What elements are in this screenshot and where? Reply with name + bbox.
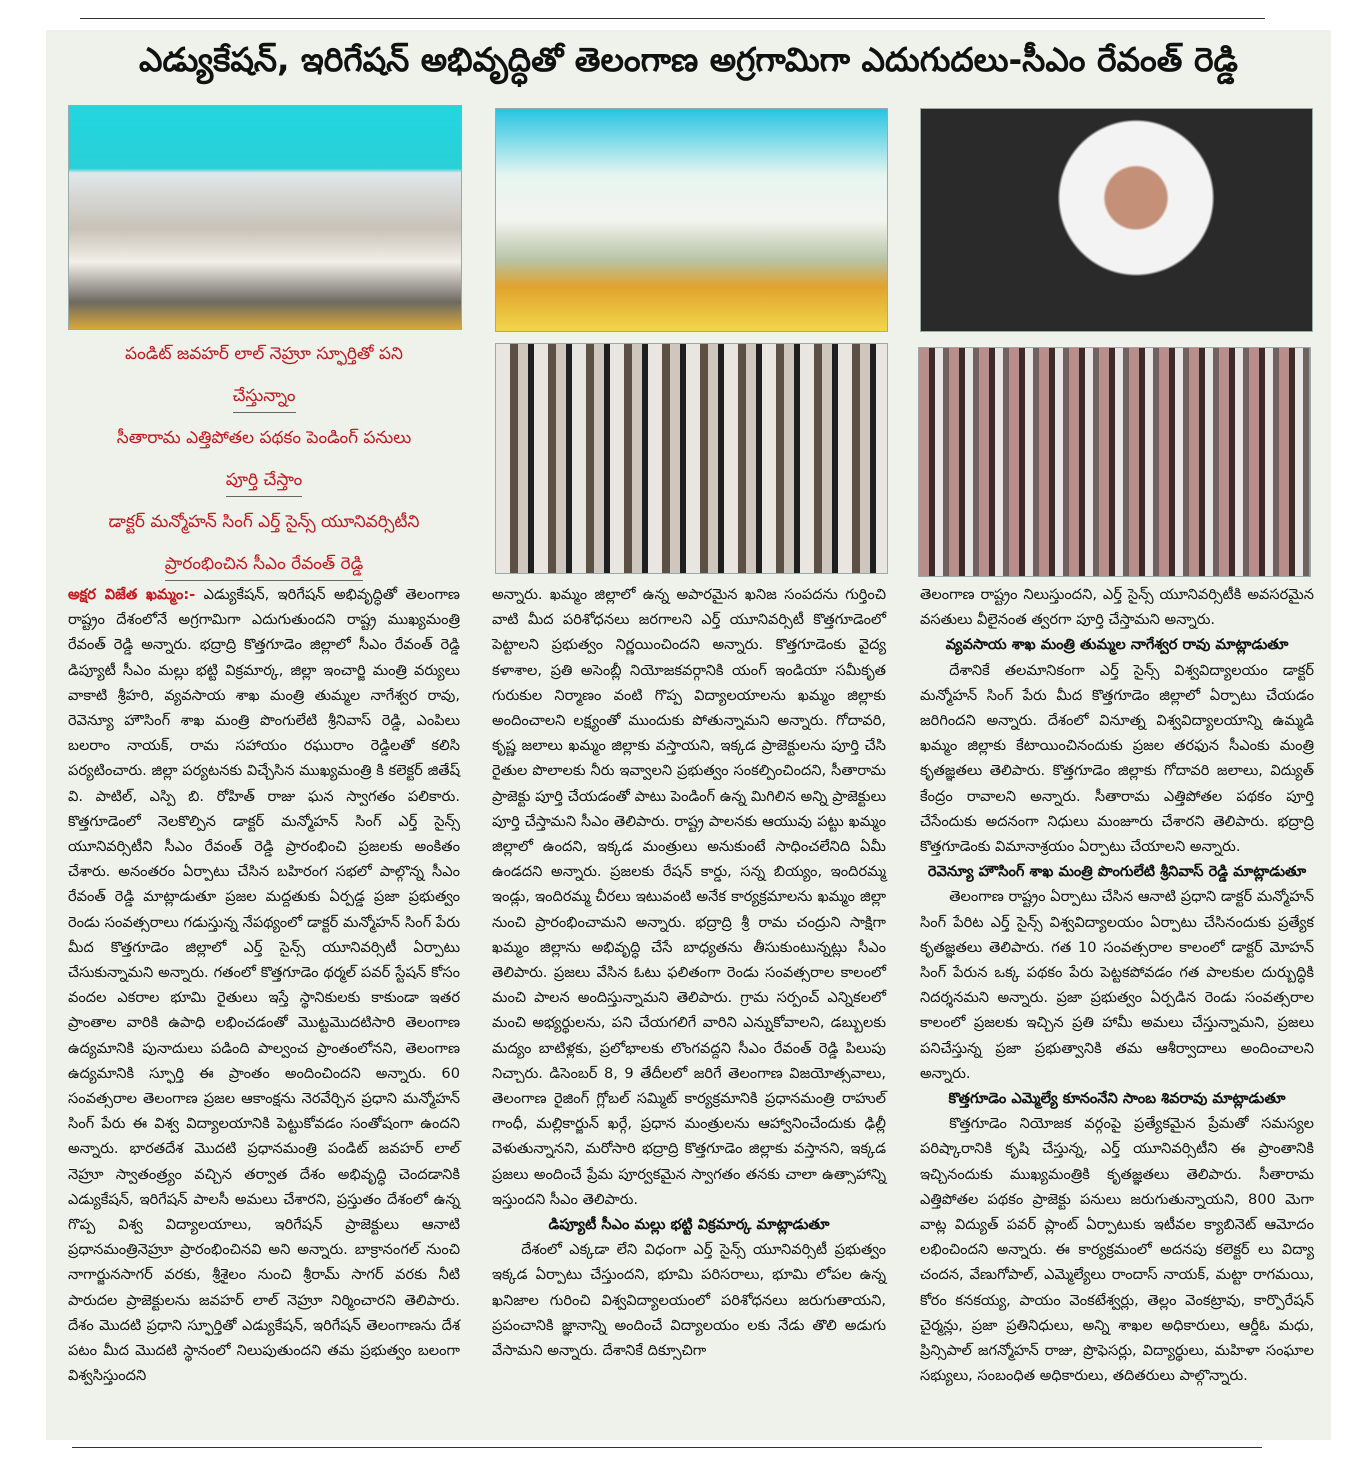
photo-cm-speaking — [920, 108, 1313, 332]
photo-stage-wide — [495, 108, 888, 332]
body-text: అన్నారు. ఖమ్మం జిల్లాలో ఉన్న అపారమైన ఖనిజ సంపదను గుర్తించి వాటి మీద పరిశోధనలు జరగాలని ఎర్త్ యూనివర్సిటీ కొత్తగూడెంలో పెట్టాలని ప్రభుత్వం నిర్ణయించిందని అన్నారు. కొత్తగూడెంకు వైద్య కళాశాల, ప్రతి అసెంబ్లీ నియోజకవర్గానికి యంగ్ ఇండియా సమీకృత గురుకుల నిర్మాణం వంటి గొప్ప విద్యాలయాలను ఖమ్మం జిల్లాకు అందించాలని లక్ష్యంతో ముందుకు పోతున్నామని అన్నారు. గోదావరి, కృష్ణ జలాలు ఖమ్మం జిల్లాకు వస్తాయని, ఇక్కడ ప్రాజెక్టులను పూర్తి చేసి రైతుల పొలాలకు నీరు ఇవ్వాలని ప్రభుత్వం సంకల్పించిందని, సీతారామ ప్రాజెక్టు పూర్తి చేయడంతో పాటు పెండింగ్ ఉన్న మిగిలిన అన్ని ప్రాజెక్టులు పూర్తి చేస్తామని సీఎం తెలిపారు. రాష్ట్ర పాలనకు ఆయువు పట్టు ఖమ్మం జిల్లాలో ఉందని, ఇక్కడ మంత్రులు అనుకుంటే సాధించలేనిది ఏమీ ఉండదని అన్నారు. ప్రజలకు రేషన్ కార్డు, సన్న బియ్యం, ఇందిరమ్మ ఇండ్లు, ఇందిరమ్మ చీరలు ఇటువంటి అనేక కార్యక్రమాలను ఖమ్మం జిల్లా నుంచి ప్రారంభించామని అన్నారు. భద్రాద్రి శ్రీ రామ చంద్రుని సాక్షిగా ఖమ్మం జిల్లాను అభివృద్ధి చేసే బాధ్యతను తీసుకుంటున్నట్లు సీఎం తెలిపారు. ప్రజలు వేసిన ఓటు ఫలితంగా రెండు సంవత్సరాల కాలంలో మంచి పాలన అందిస్తున్నామని తెలిపారు. గ్రామ సర్పంచ్ ఎన్నికలలో మంచి అభ్యర్థులను, పని చేయగలిగే వారిని ఎన్నుకోవాలని, డబ్బులకు మద్యం బాటిళ్లకు, ప్రలోభాలకు లొంగవద్దని సీఎం రేవంత్ రెడ్డి పిలుపు నిచ్చారు. డిసెంబర్ 8, 9 తేదీలలో జరిగే తెలంగాణ విజయోత్సవాలు, తెలంగాణ రైజింగ్ గ్లోబల్ సమ్మిట్ కార్యక్రమానికి ప్రధానమంత్రి రాహుల్ గాంధీ, మల్లికార్జున్ ఖర్గే, ప్రధాన మంత్రులను ఆహ్వానించేందుకు ఢిల్లీ వెళుతున్నానని, మరోసారి భద్రాద్రి కొత్తగూడెం జిల్లాకు వస్తానని, ఇక్కడ ప్రజలు అందించే ప్రేమ పూర్వకమైన స్వాగతం తనకు చాలా ఉత్సాహాన్ని ఇస్తుందని సీఎం తెలిపారు. — [492, 586, 886, 1208]
sub-headlines — [62, 333, 466, 585]
subhead-3: డాక్టర్ మన్మోహన్ సింగ్ ఎర్త్ సైన్స్ యూనివర్సిటీని ప్రారంభించిన సీఎం రేవంత్ రెడ్డి — [62, 501, 466, 585]
bottom-rule — [72, 1447, 1262, 1448]
body-text: కొత్తగూడెం నియోజక వర్గంపై ప్రత్యేకమైన ప్రేమతో సమస్యల పరిష్కారానికి కృషి చేస్తున్న, ఎర్త్ యూనివర్సిటీని ఈ ప్రాంతానికి ఇచ్చినందుకు ముఖ్యమంత్రికి కృతజ్ఞతలు తెలిపారు. సీతారామ ఎత్తిపోతల పథకం ప్రాజెక్టు పనులు జరుగుతున్నాయని, 800 మెగా వాట్ల విద్యుత్ పవర్ ప్లాంట్ ఏర్పాటుకు ఇటీవల క్యాబినెట్ ఆమోదం లభించిందని అన్నారు. ఈ కార్యక్రమంలో అదనపు కలెక్టర్ లు విద్యా చందన, వేణుగోపాల్, ఎమ్మెల్యేలు రాందాస్ నాయక్, మట్టా రాగమయి, కోరం కనకయ్య, పాయం వెంకటేశ్వర్లు, తెల్లం వెంకట్రావు, కార్పొరేషన్ చైర్మన్లు, ప్రజా ప్రతినిధులు, అన్ని శాఖల అధికారులు, ఆర్డీఓ మధు, ప్రిన్సిపాల్ జగన్మోహన్ రాజు, ప్రొఫెసర్లు, విద్యార్థులు, మహిళా సంఘాల సభ్యులు, సంబంధిత అధికారులు, తదితరులు పాల్గొన్నారు. — [920, 1115, 1314, 1385]
body-text: తెలంగాణ రాష్ట్రం నిలుస్తుందని, ఎర్త్ సైన్స్ యూనివర్సిటీకి అవసరమైన వసతులు వీలైనంత త్వరగా పూర్తి చేస్తామని అన్నారు. — [920, 586, 1314, 629]
top-rule — [80, 18, 1265, 19]
headline: ఎడ్యుకేషన్, ఇరిగేషన్ అభివృద్ధితో తెలంగాణ అగ్రగామిగా ఎదుగుదలు-సీఎం రేవంత్ రెడ్డి — [139, 40, 1238, 79]
photo-students — [918, 347, 1311, 577]
photo-stage-dignitaries — [68, 105, 462, 330]
dateline: అక్షర విజేత ఖమ్మం:- — [68, 586, 196, 603]
body-text: తెలంగాణ రాష్ట్రం ఏర్పాటు చేసిన ఆనాటి ప్రధాని డాక్టర్ మన్మోహన్ సింగ్ పేరిట ఎర్త్ సైన్స్ విశ్వవిద్యాలయం ఏర్పాటు చేసినందుకు ప్రత్యేక కృతజ్ఞతలు తెలిపారు. గత 10 సంవత్సరాల కాలంలో డాక్టర్ మోహన్ సింగ్ పేరున ఒక్క పథకం పేరు పెట్టకపోవడం గత పాలకుల దుర్బుద్ధికి నిదర్శనమని అన్నారు. ప్రజా ప్రభుత్వం ఏర్పడిన రెండు సంవత్సరాల కాలంలో ప్రజలకు ఇచ్చిన ప్రతి హామీ అమలు చేస్తున్నామని, ప్రజలు పనిచేస్తున్న ప్రజా ప్రభుత్వానికి తమ ఆశీర్వాదాలు అందించాలని అన్నారు. — [920, 888, 1314, 1082]
section-subhead: రెవెన్యూ హౌసింగ్ శాఖ మంత్రి పొంగులేటి శ్రీనివాస్ రెడ్డి మాట్లాడుతూ — [927, 863, 1307, 881]
body-text: దేశంలో ఎక్కడా లేని విధంగా ఎర్త్ సైన్స్ యూనివర్సిటీ ప్రభుత్వం ఇక్కడ ఏర్పాటు చేస్తుందని, భూమి పరిసరాలు, భూమి లోపల ఉన్న ఖనిజాల గురించి విశ్వవిద్యాలయంలో పరిశోధనలు జరుగుతాయని, ప్రపంచానికి జ్ఞానాన్ని అందించే విద్యాలయం లకు నేడు తొలి అడుగు వేసామని అన్నారు. దేశానికే దిక్సూచిగా — [492, 1241, 886, 1360]
subhead-1: పండిట్ జవహర్ లాల్ నెహ్రూ స్ఫూర్తితో పని చేస్తున్నాం — [62, 333, 466, 417]
body-text: ఎడ్యుకేషన్, ఇరిగేషన్ అభివృద్ధితో తెలంగాణ రాష్ట్రం దేశంలోనే అగ్రగామిగా ఎదుగుతుందని రాష్ట్ర ముఖ్యమంత్రి రేవంత్ రెడ్డి అన్నారు. భద్రాద్రి కొత్తగూడెం జిల్లాలో సీఎం రేవంత్ రెడ్డి డిప్యూటీ సీఎం మల్లు భట్టి విక్రమార్క, జిల్లా ఇంచార్జి మంత్రి వర్యులు వాకాటి శ్రీహరి, వ్యవసాయ శాఖ మంత్రి తుమ్మల నాగేశ్వర రావు, రెవెన్యూ హౌసింగ్ శాఖ మంత్రి పొంగులేటి శ్రీనివాస్ రెడ్డి, ఎంపిలు బలరాం నాయక్, రామ సహాయం రఘురాం రెడ్డిలతో కలిసి పర్యటించారు. జిల్లా పర్యటనకు విచ్చేసిన ముఖ్యమంత్రి కి కలెక్టర్ జితేష్ వి. పాటిల్, ఎస్పి బి. రోహిత్ రాజు ఘన స్వాగతం పలికారు. కొత్తగూడెంలో నెలకొల్పిన డాక్టర్ మన్మోహన్ సింగ్ ఎర్త్ సైన్స్ యూనివర్సిటీని సీఎం రేవంత్ రెడ్డి ప్రారంభించి ప్రజలకు అంకితం చేశారు. అనంతరం ఏర్పాటు చేసిన బహిరంగ సభలో పాల్గొన్న సీఎం రేవంత్ రెడ్డి మాట్లాడుతూ ప్రజల మద్దతుకు ఏర్పడ్డ ప్రజా ప్రభుత్వం రెండు సంవత్సరాలు గడుస్తున్న నేపథ్యంలో డాక్టర్ మన్మోహన్ సింగ్ పేరు మీద కొత్తగూడెం జిల్లాలో ఎర్త్ సైన్స్ యూనివర్సిటీ ఏర్పాటు చేసుకున్నామని అన్నారు. గతంలో కొత్తగూడెం థర్మల్ పవర్ స్టేషన్ కోసం వందల ఎకరాల భూమి రైతులు ఇస్తే స్థానికులకు కాకుండా ఇతర ప్రాంతాల వారికి ఉపాధి లభించడంతో మొట్టమొదటిసారి తెలంగాణ ఉద్యమానికి పునాదులు పడింది పాల్వంచ ప్రాంతంలోనని, తెలంగాణ ఉద్యమానికి స్ఫూర్తి ఈ ప్రాంతం అందించిందని అన్నారు. 60 సంవత్సరాల తెలంగాణ ప్రజల ఆకాంక్షను నెరవేర్చిన ప్రధాని మన్మోహన్ సింగ్ పేరు ఈ విశ్వ విద్యాలయానికి పెట్టుకోవడం సంతోషంగా ఉందని అన్నారు. భారతదేశ మొదటి ప్రధానమంత్రి పండిట్ జవహర్ లాల్ నెహ్రూ స్వాతంత్ర్యం వచ్చిన తర్వాత దేశం అభివృద్ధి చెందడానికి ఎడ్యుకేషన్, ఇరిగేషన్ పాలసీ అమలు చేశారని, ప్రస్తుతం దేశంలో ఉన్న గొప్ప విశ్వ విద్యాలయాలు, ఇరిగేషన్ ప్రాజెక్టులు ఆనాటి ప్రధానమంత్రినెహ్రూ ప్రారంభించినవి అని అన్నారు. బాక్రానంగల్ నుంచి నాగార్జునసాగర్ వరకు, శ్రీశైలం నుంచి శ్రీరామ్ సాగర్ వరకు నీటి పారుదల ప్రాజెక్టులను జవహర్ లాల్ నెహ్రూ నిర్మించారని తెలిపారు. దేశం మొదటి ప్రధాని స్ఫూర్తితో ఎడ్యుకేషన్, ఇరిగేషన్ తెలంగాణను దేశ పటం మీద మొదటి స్థానంలో నిలుపుతుందని తమ ప్రభుత్వం బలంగా విశ్వసిస్తుందని — [68, 586, 460, 1385]
article-column-2 — [492, 582, 886, 1363]
section-subhead: వ్యవసాయ శాఖ మంత్రి తుమ్మల నాగేశ్వర రావు మాట్లాడుతూ — [945, 636, 1289, 654]
article-column-1 — [68, 582, 460, 1389]
section-subhead: డిప్యూటీ సీఎం మల్లు భట్టి విక్రమార్క మాట్లాడుతూ — [548, 1216, 830, 1234]
section-subhead: కొత్తగూడెం ఎమ్మెల్యే కూనంనేని సాంబ శివరావు మాట్లాడుతూ — [948, 1090, 1286, 1108]
photo-crowd — [495, 343, 888, 574]
article-column-3 — [920, 582, 1314, 1389]
subhead-2: సీతారామ ఎత్తిపోతల పథకం పెండింగ్ పనులు పూర్తి చేస్తాం — [62, 417, 466, 501]
body-text: దేశానికే తలమానికంగా ఎర్త్ సైన్స్ విశ్వవిద్యాలయం డాక్టర్ మన్మోహన్ సింగ్ పేరు మీద కొత్తగూడెం జిల్లాలో ఏర్పాటు చేయడం జరిగిందని అన్నారు. దేశంలో వినూత్న విశ్వవిద్యాలయాన్ని ఉమ్మడి ఖమ్మం జిల్లాకు కేటాయించినందుకు ప్రజల తరఫున సీఎంకు మంత్రి కృతజ్ఞతలు తెలిపారు. కొత్తగూడెం జిల్లాకు గోదావరి జలాలు, విద్యుత్ కేంద్రం రావాలని అన్నారు. సీతారామ ఎత్తిపోతల పథకం పూర్తి చేసేందుకు అదనంగా నిధులు మంజూరు చేశారని తెలిపారు. భద్రాద్రి కొత్తగూడెంకు విమానాశ్రయం ఏర్పాటు చేయాలని అన్నారు. — [920, 661, 1314, 856]
